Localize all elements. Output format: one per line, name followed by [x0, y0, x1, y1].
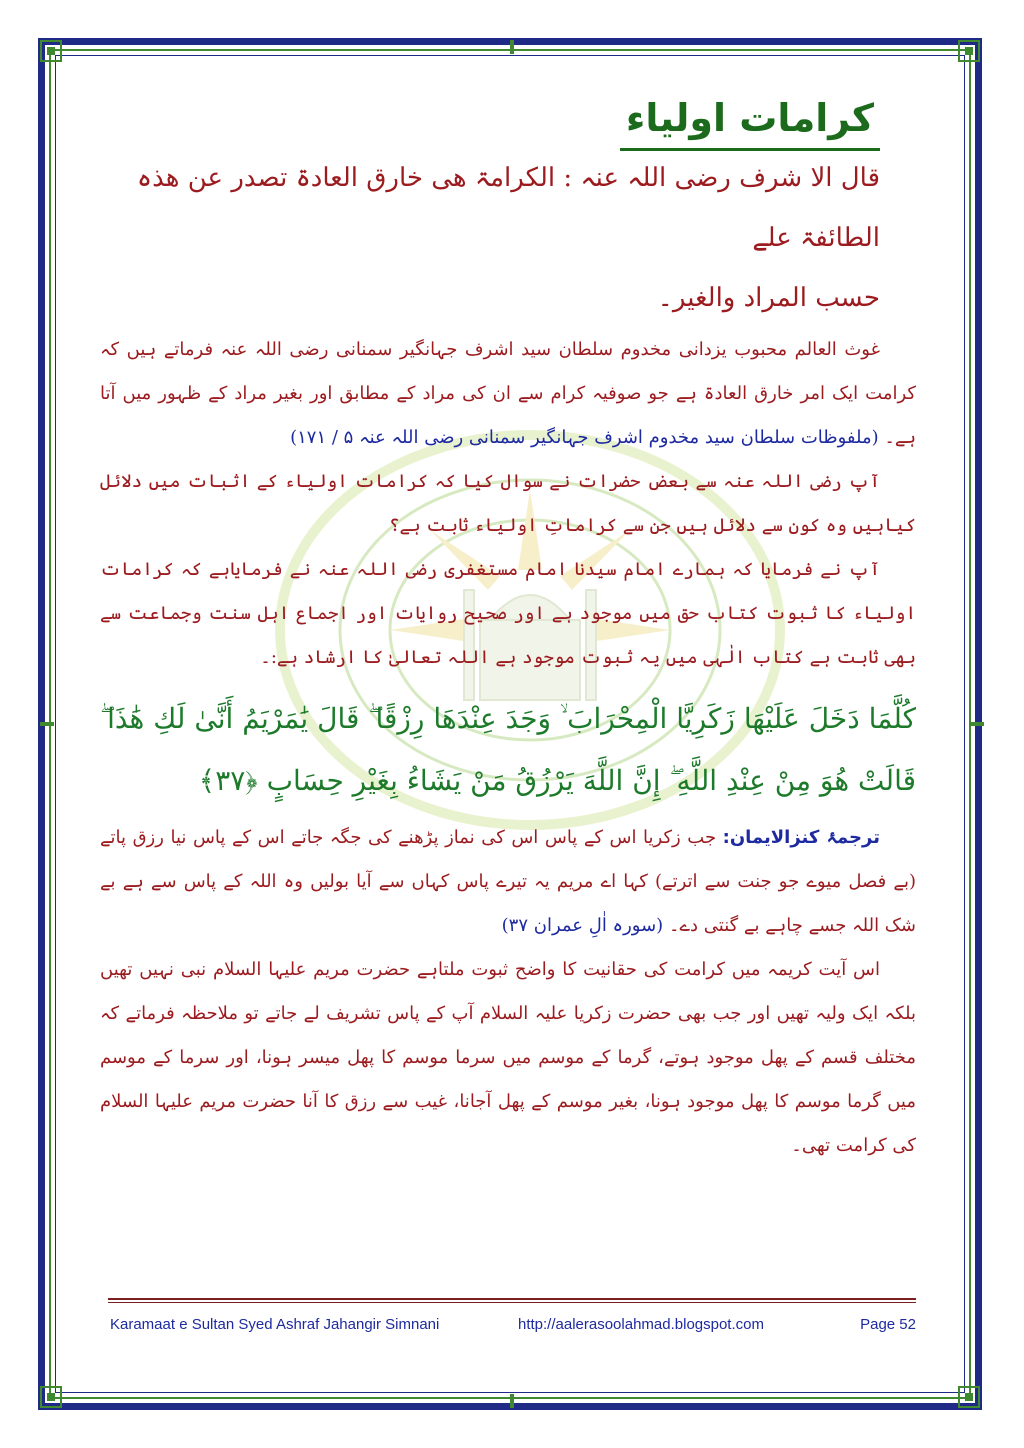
footer-page-number: Page 52 — [860, 1316, 916, 1333]
paragraph-translation — [100, 816, 916, 948]
border-tick — [970, 722, 984, 726]
corner-ornament-icon — [38, 1384, 64, 1410]
arabic-quote-line: حسب المراد والغیر۔ — [657, 283, 880, 313]
arabic-quote — [100, 148, 916, 328]
footer-url-link[interactable]: http://aalerasoolahmad.blogspot.com — [518, 1316, 764, 1333]
translation-text: جب زکریا اس کے پاس اس کی نماز پڑھنے کی جگہ جاتے اس کے پاس نیا رزق پاتے (بے فصل میوے جو جنت سے اترتے) کہا اے مریم یہ تیرے پاس کہاں سے آیا بولیں وہ اللہ کے پاس سے ہے بے شک اللہ جسے چاہے بے گنتی دے۔ — [100, 827, 916, 936]
paragraph-text: غوث العالم محبوب یزدانی مخدوم سلطان سید اشرف جہانگیر سمنانی رضی اللہ عنہ فرماتے ہیں کہ کرامت ایک امر خارق العادۃ ہے جو صوفیہ کرام سے ان کی مراد کے مطابق اور بغیر مراد کے ظہور میں آتا ہے۔ — [100, 339, 916, 448]
surah-reference: (سورہ اٰلِ عمران ۳۷) — [501, 915, 664, 936]
border-tick — [510, 40, 514, 54]
border-tick — [510, 1394, 514, 1408]
paragraph-explanation: اس آیت کریمہ میں کرامت کی حقانیت کا واضح ثبوت ملتاہے حضرت مریم علیہا السلام نبی نہیں تھیں بلکہ ایک ولیہ تھیں اور جب بھی حضرت زکریا علیہ السلام آپ کے پاس تشریف لے جاتے تو ملاحظہ فرماتے کہ مختلف قسم کے پھل موجود ہوتے، گرما کے موسم میں سرما موسم کا پھل میسر ہونا، اور سرما کے موسم میں گرما موسم کا پھل موجود ہونا، بغیر موسم کے پھل آجانا، غیب سے رزق کا آنا حضرت مریم علیہا السلام کی کرامت تھی۔ — [100, 959, 916, 1156]
footer-divider — [108, 1298, 916, 1300]
page-title — [100, 88, 916, 148]
page-content — [100, 88, 916, 1168]
page-title-text: کرامات اولیاء — [620, 88, 880, 151]
reference-citation: (ملفوظات سلطان سید مخدوم اشرف جہانگیر سمنانی رضی اللہ عنہ ۵ / ۱۷۱) — [290, 427, 879, 448]
corner-ornament-icon — [38, 38, 64, 64]
paragraph-definition — [100, 328, 916, 460]
quran-ayah: كُلَّمَا دَخَلَ عَلَيْهَا زَكَرِيَّا الْمِحْرَابَ ۙ وَجَدَ عِنْدَهَا رِزْقًا ۖ قَالَ يَٰمَرْيَمُ أَنَّىٰ لَكِ هَٰذَا ۖ قَالَتْ هُوَ مِنْ عِنْدِ اللَّهِ ۖ إِنَّ اللَّهَ يَرْزُقُ مَنْ يَشَاءُ بِغَيْرِ حِسَابٍ ﴿٣٧﴾ — [100, 702, 916, 797]
corner-ornament-icon — [956, 1384, 982, 1410]
translation-label: ترجمۂ کنزالایمان: — [722, 827, 880, 848]
paragraph-question: آپ رضی اللہ عنہ سے بعض حضرات نے سوال کیا کہ کرامات اولیاء کے اثبات میں دلائل کیاہیں وہ کون سے دلائل ہیں جن سے کراماتِ اولیاء ثابت ہے؟ — [100, 471, 916, 536]
footer-book-title: Karamaat e Sultan Syed Ashraf Jahangir Simnani — [110, 1316, 440, 1333]
border-tick — [40, 722, 54, 726]
arabic-quote-line: قال الا شرف رضی اللہ عنہ : الکرامۃ ھی خارق العادۃ تصدر عن ھذہ الطائفۃ علے — [136, 163, 880, 253]
page-footer — [110, 1316, 916, 1338]
corner-ornament-icon — [956, 38, 982, 64]
footer-divider — [108, 1302, 916, 1303]
paragraph-answer: آپ نے فرمایا کہ ہمارے امام سیدنا امام مستغفری رضی اللہ عنہ نے فرمایاہے کہ کرامات اولیاء کا ثبوت کتاب حق میں موجود ہے اور صحیح روایات اور اجماع اہل سنت وجماعت سے بھی ثابت ہے کتاب الٰہی میں یہ ثبوت موجود ہے اللہ تعالیٰ کا ارشاد ہے:۔ — [100, 559, 916, 668]
